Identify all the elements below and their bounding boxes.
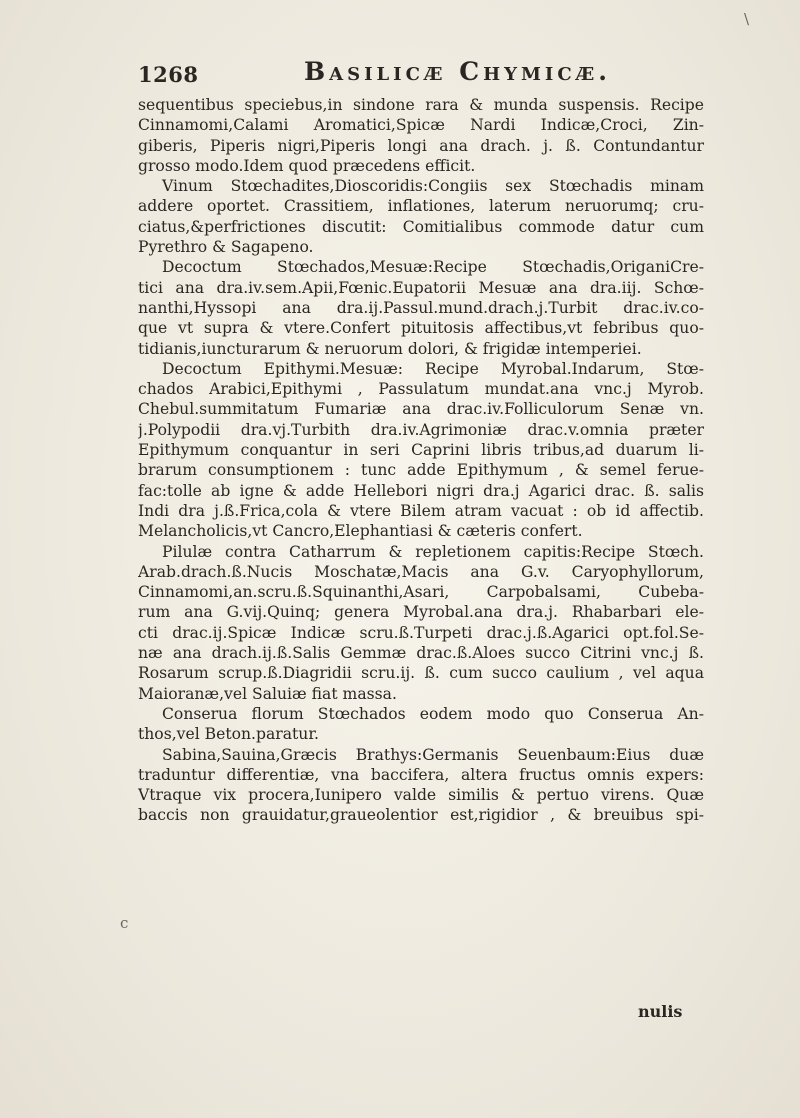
text-line: Cinnamomi,an.scru.ß.Squinanthi,Asari, Carpobalsami, Cubeba- [138,583,704,602]
text-line: Conserua florum Stœchados eodem modo quo Conserua An- [162,704,704,723]
text-line: Vtraque vix procera,Iunipero valde similis & pertuo virens. Quæ [138,786,704,805]
text-line: Pilulæ contra Catharrum & repletionem capitis:Recipe Stœch. [162,542,704,561]
margin-mark-left: c [120,914,129,932]
text-line: grosso modo.Idem quod præcedens efficit. [138,156,476,175]
text-line: Decoctum Stœchados,Mesuæ:Recipe Stœchadis,OriganiCre- [162,258,704,277]
text-line: que vt supra & vtere.Confert pituitosis affectibus,vt febribus quo- [138,319,704,338]
text-line: Decoctum Epithymi.Mesuæ: Recipe Myrobal.Indarum, Stœ- [162,359,704,378]
text-line: thos,vel Beton.paratur. [138,725,320,744]
text-line: Chebul.summitatum Fumariæ ana drac.iv.Folliculorum Senæ vn. [138,400,704,419]
text-line: Arab.drach.ß.Nucis Moschatæ,Macis ana G.v. Caryophyllorum, [138,562,704,581]
text-line: fac:tolle ab igne & adde Hellebori nigri dra.j Agarici drac. ß. salis [138,481,704,500]
text-line: Rosarum scrup.ß.Diagridii scru.ij. ß. cum succo caulium , vel aqua [138,664,704,683]
text-line: tidianis,iuncturarum & neruorum dolori, & frigidæ intemperiei. [138,339,642,358]
text-line: baccis non grauidatur,graueolentior est,rigidior , & breuibus spi- [138,806,704,825]
text-line: ciatus,&perfrictiones discutit: Comitialibus commode datur cum [138,217,704,236]
catchword: nulis [638,1002,683,1021]
text-line: Indi dra j.ß.Frica,cola & vtere Bilem atram vacuat : ob id affectib. [138,501,704,520]
text-line: Melancholicis,vt Cancro,Elephantiasi & cæteris confert. [138,522,583,541]
text-line: tici ana dra.iv.sem.Apii,Fœnic.Eupatorii Mesuæ ana dra.iij. Schœ- [138,278,704,297]
body-text [138,95,704,826]
text-line: brarum consumptionem : tunc adde Epithymum , & semel ferue- [138,461,704,480]
text-line: nanthi,Hyssopi ana dra.ij.Passul.mund.drach.j.Turbit drac.iv.co- [138,298,704,317]
text-line: Maioranæ,vel Saluiæ fiat massa. [138,684,397,703]
text-line: giberis, Piperis nigri,Piperis longi ana drach. j. ß. Contundantur [138,136,704,155]
text-line: Cinnamomi,Calami Aromatici,Spicæ Nardi Indicæ,Croci, Zin- [138,116,704,135]
text-line: traduntur differentiæ, vna baccifera, altera fructus omnis expers: [138,765,704,784]
text-line: Sabina,Sauina,Græcis Brathys:Germanis Seuenbaum:Eius duæ [162,745,704,764]
text-line: sequentibus speciebus,in sindone rara & munda suspensis. Recipe [138,96,704,114]
margin-mark-top: \ [744,10,750,28]
running-head: Basilicæ Chymicæ. [304,57,611,86]
text-line: Epithymum conquantur in seri Caprini libris tribus,ad duarum li- [138,441,704,460]
text-line: Vinum Stœchadites,Dioscoridis:Congiis sex Stœchadis minam [162,177,704,196]
page-number: 1268 [138,62,199,87]
text-line: cti drac.ij.Spicæ Indicæ scru.ß.Turpeti drac.j.ß.Agarici opt.fol.Se- [138,623,704,642]
text-line: j.Polypodii dra.vj.Turbith dra.iv.Agrimoniæ drac.v.omnia præter [138,420,704,439]
text-line: addere oportet. Crassitiem, inflationes, laterum neruorumq; cru- [138,197,704,216]
text-line: Pyrethro & Sagapeno. [138,238,314,257]
text-line: næ ana drach.ij.ß.Salis Gemmæ drac.ß.Aloes succo Citrini vnc.j ß. [138,644,704,663]
page-header [138,44,698,90]
text-line: chados Arabici,Epithymi , Passulatum mundat.ana vnc.j Myrob. [138,380,704,399]
text-line: rum ana G.vij.Quinq; genera Myrobal.ana dra.j. Rhabarbari ele- [138,603,704,622]
